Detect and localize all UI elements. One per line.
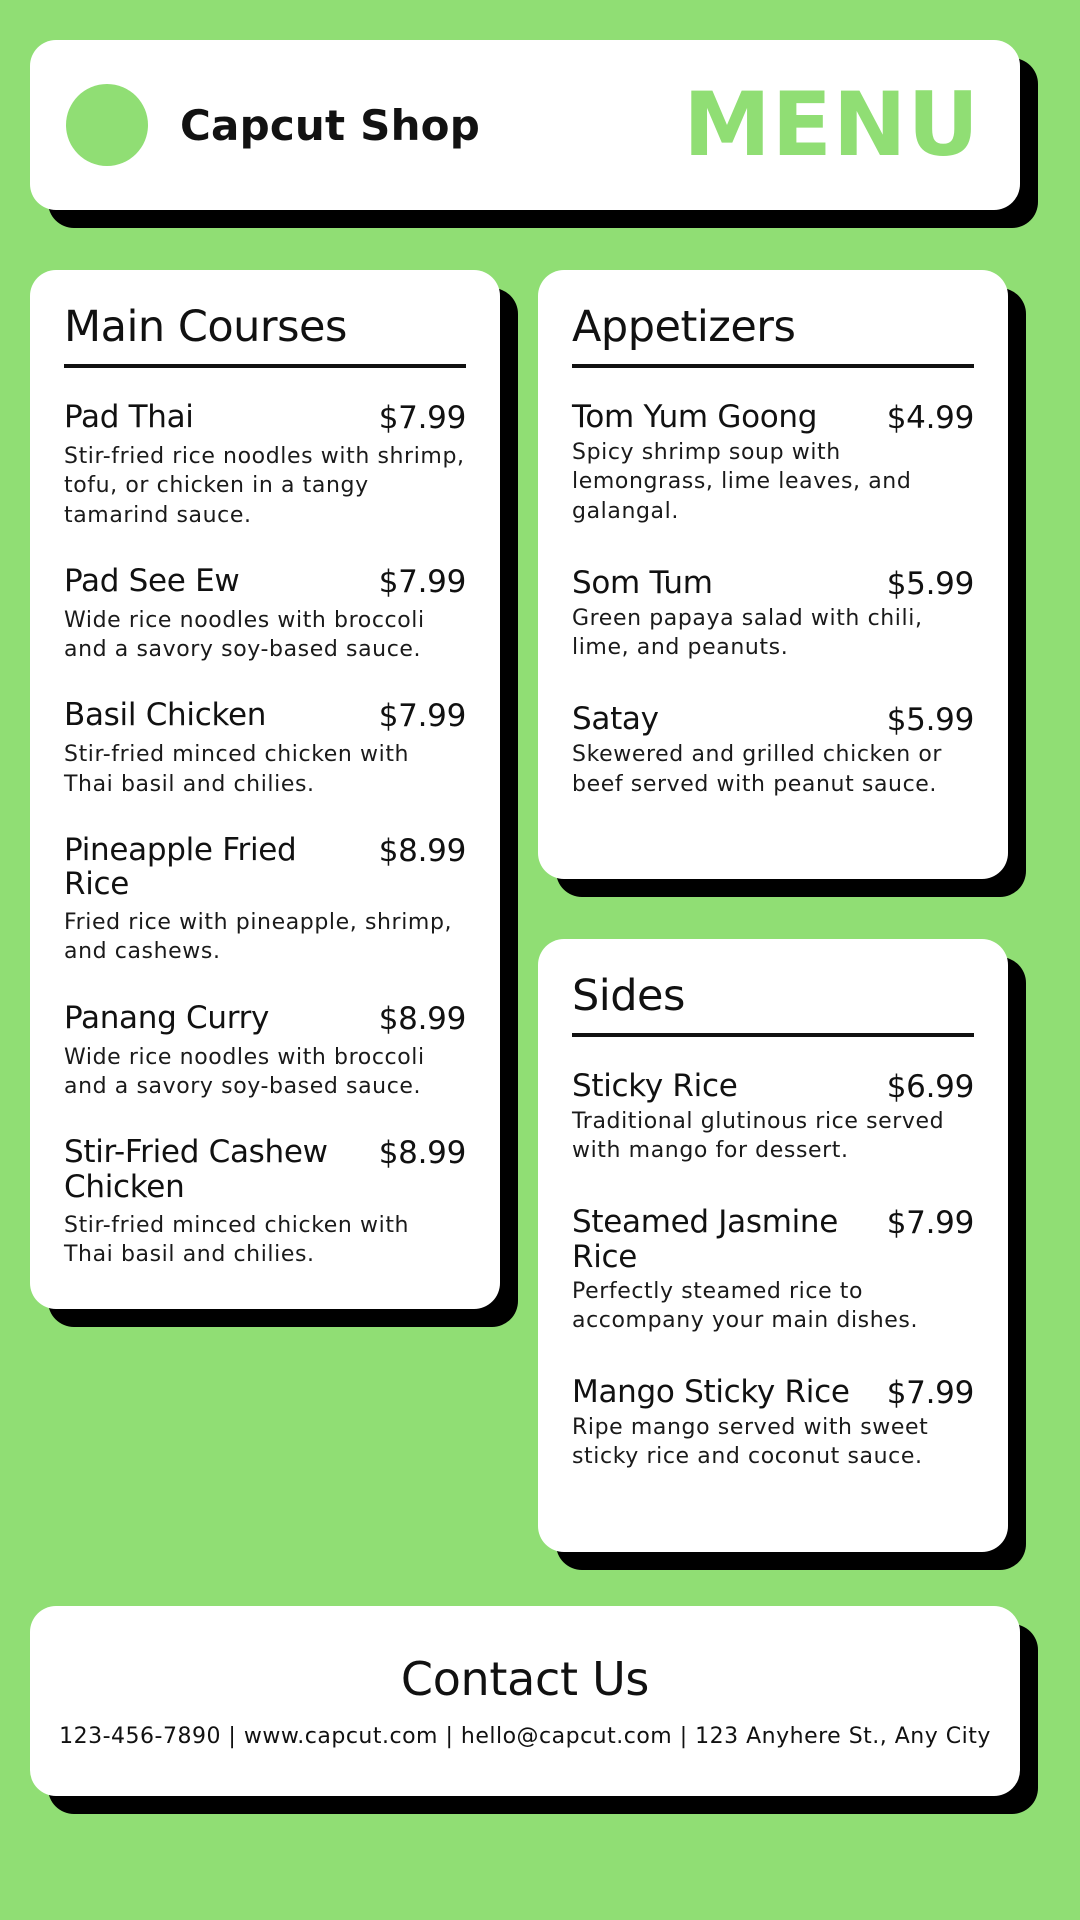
menu-item-name: Pineapple Fried Rice (64, 831, 297, 903)
menu-item-description: Wide rice noodles with broccoli and a savory soy-based sauce. (64, 607, 425, 662)
menu-item-head (572, 1069, 974, 1105)
menu-item-name: Pad See Ew (64, 562, 240, 599)
menu-item-name: Satay (572, 701, 659, 738)
menu-item (64, 564, 466, 665)
section-divider (572, 1033, 974, 1037)
menu-item-description: Skewered and grilled chicken or beef served with peanut sauce. (572, 742, 943, 797)
menu-item (64, 833, 466, 967)
menu-item-name: Som Tum (572, 564, 713, 601)
menu-item-price: $7.99 (378, 698, 466, 735)
menu-item-name: Basil Chicken (64, 697, 267, 734)
menu-item-head (64, 833, 466, 902)
menu-item-name: Panang Curry (64, 999, 270, 1036)
menu-item-price: $7.99 (886, 1205, 974, 1242)
menu-item (572, 702, 974, 799)
contact-title: Contact Us (400, 1652, 650, 1707)
menu-item-price: $7.99 (886, 1375, 974, 1412)
menu-item-price: $6.99 (886, 1068, 974, 1105)
menu-item-price: $5.99 (886, 702, 974, 739)
menu-item-description: Ripe mango served with sweet sticky rice and coconut sauce. (572, 1415, 929, 1470)
menu-item-description: Wide rice noodles with broccoli and a savory soy-based sauce. (64, 1044, 425, 1099)
section-appetizers (538, 270, 1008, 879)
contact-card (30, 1606, 1020, 1796)
menu-item-head (64, 564, 466, 600)
menu-item-description: Stir-fried rice noodles with shrimp, tofu, or chicken in a tangy tamarind sauce. (64, 444, 465, 528)
menu-item (572, 400, 974, 526)
menu-item (64, 400, 466, 530)
menu-item-description: Traditional glutinous rice served with mango for dessert. (572, 1108, 945, 1163)
menu-item-description: Fried rice with pineapple, shrimp, and cashews. (64, 910, 453, 965)
menu-item-price: $5.99 (886, 565, 974, 602)
section-main-courses (30, 270, 500, 1309)
menu-item-price: $7.99 (378, 563, 466, 600)
menu-item-head (572, 1205, 974, 1274)
menu-item-name: Pad Thai (64, 399, 194, 435)
menu-item (64, 1001, 466, 1102)
menu-item (572, 1375, 974, 1472)
circle-logo-icon (66, 84, 148, 166)
menu-item (572, 1205, 974, 1335)
menu-item-name: Steamed Jasmine Rice (572, 1204, 839, 1275)
menu-item-head (64, 1135, 466, 1204)
menu-item-head (64, 698, 466, 734)
menu-item (64, 1135, 466, 1269)
menu-item-description: Stir-fried minced chicken with Thai basil and chilies. (64, 1212, 410, 1267)
menu-item-price: $8.99 (378, 1135, 466, 1172)
menu-item-price: $4.99 (886, 400, 974, 436)
brand (66, 84, 480, 166)
menu-item-head (64, 400, 466, 436)
menu-item (572, 1069, 974, 1166)
menu-item-description: Green papaya salad with chili, lime, and peanuts. (572, 605, 923, 660)
menu-columns (30, 270, 1050, 1552)
section-title: Main Courses (64, 302, 347, 352)
left-column (30, 270, 500, 1309)
menu-item-name: Sticky Rice (572, 1067, 738, 1104)
menu-item-name: Stir-Fried Cashew Chicken (64, 1134, 328, 1205)
menu-item-description: Stir-fried minced chicken with Thai basil and chilies. (64, 742, 410, 797)
menu-item-head (572, 702, 974, 738)
menu-item-name: Tom Yum Goong (572, 399, 818, 435)
menu-item-head (572, 400, 974, 436)
section-divider (64, 364, 466, 368)
section-sides (538, 939, 1008, 1552)
header-card (30, 40, 1020, 210)
menu-item (572, 566, 974, 663)
menu-item-head (572, 566, 974, 602)
menu-item-name: Mango Sticky Rice (572, 1374, 850, 1411)
menu-title: MENU (683, 73, 980, 176)
section-divider (572, 364, 974, 368)
menu-item-price: $8.99 (378, 1000, 466, 1037)
contact-details: 123-456-7890 | www.capcut.com | hello@capcut.com | 123 Anyhere St., Any City (59, 1724, 991, 1750)
menu-item-description: Perfectly steamed rice to accompany your main dishes. (572, 1278, 919, 1333)
menu-item-price: $8.99 (378, 832, 466, 869)
menu-item (64, 698, 466, 799)
brand-name: Capcut Shop (180, 100, 480, 150)
menu-item-description: Spicy shrimp soup with lemongrass, lime leaves, and galangal. (572, 440, 912, 524)
right-column (538, 270, 1008, 1552)
section-title: Appetizers (572, 302, 796, 352)
menu-item-price: $7.99 (378, 400, 466, 436)
menu-item-head (572, 1375, 974, 1411)
section-title: Sides (572, 970, 685, 1021)
menu-item-head (64, 1001, 466, 1037)
